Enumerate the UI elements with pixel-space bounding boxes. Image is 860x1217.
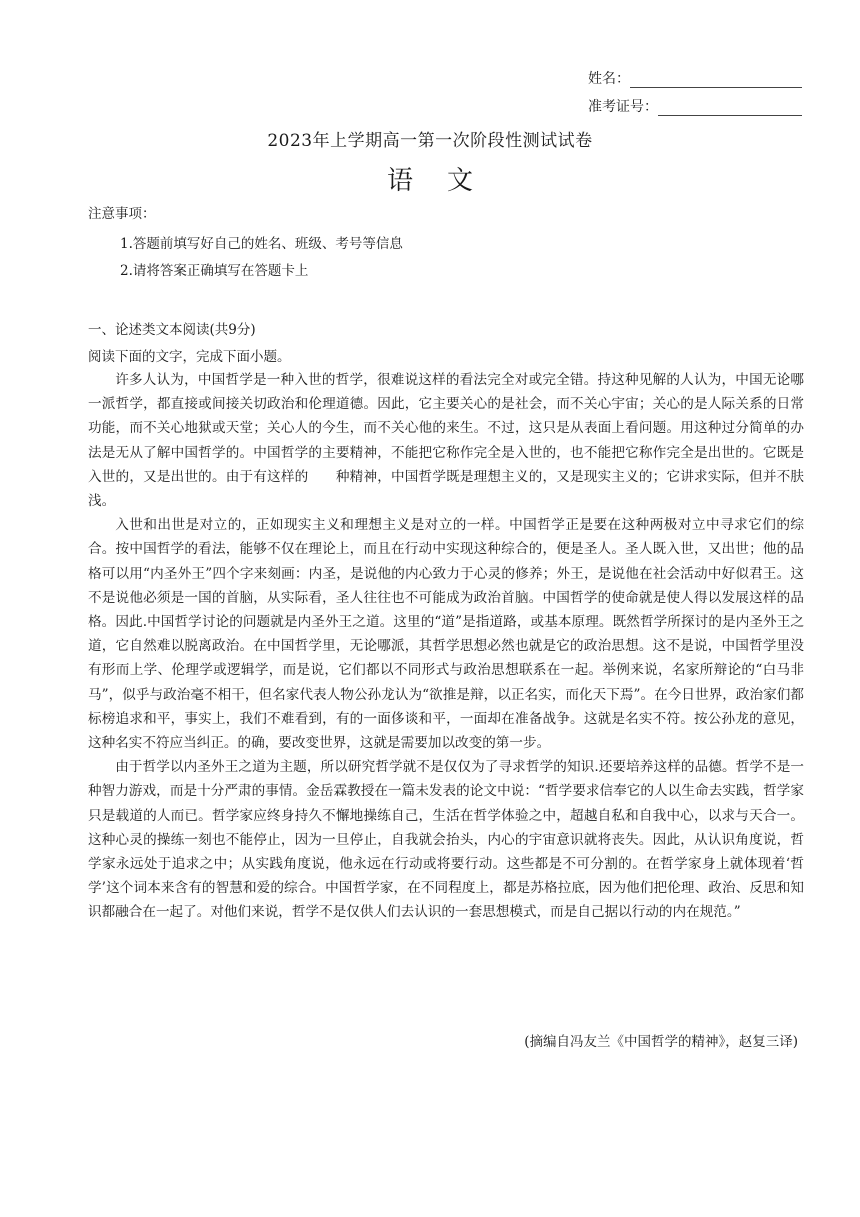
subject-title: 语文 <box>386 166 507 196</box>
article-paragraph: 入世和出世是对立的，正如现实主义和理想主义是对立的一样。中国哲学正是要在这种两极对立中寻求它们的综合。按中国哲学的看法，能够不仅在理论上，而且在行动中实现这种综合的，便是圣人。圣人既入世，又出世；他的品格可以用“内圣外王”四个字来刻画：内圣，是说他的内心致力于心灵的修养；外王，是说他在社会活动中好似君王。这不是说他必须是一国的首脑，从实际看，圣人往往也不可能成为政治首脑。中国哲学的使命就是使人得以发展这样的品格。因此.中国哲学讨论的问题就是内圣外王之道。这里的“道”是指道路，或基本原理。既然哲学所探讨的是内圣外王之道，它自然难以脱离政治。在中国哲学里，无论哪派，其哲学思想必然也就是它的政治思想。这不是说，中国哲学里没有形而上学、伦理学或逻辑学，而是说，它们都以不同形式与政治思想联系在一起。举例来说，名家所辩论的“白马非马”，似乎与政治毫不相干，但名家代表人物公孙龙认为“欲推是辩，以正名实，而化天下焉”。在今日世界，政治家们都标榜追求和平，事实上，我们不难看到，有的一面侈谈和平，一面却在准备战争。这就是名实不符。按公孙龙的意见，这种名实不符应当纠正。的确，要改变世界，这就是需要加以改变的第一步。 <box>88 517 804 752</box>
name-field-row <box>588 68 802 88</box>
name-label: 姓名： <box>588 71 630 87</box>
exam-id-field-row <box>588 96 802 116</box>
section-instruction: 阅读下面的文字，完成下面小题。 <box>88 349 291 365</box>
notice-heading: 注意事项： <box>88 206 156 222</box>
name-blank-line <box>630 73 802 88</box>
exam-id-label: 准考证号： <box>588 99 658 115</box>
exam-title: 2023年上学期高一第一次阶段性测试试卷 <box>267 131 593 151</box>
article-source: (摘编自冯友兰《中国哲学的精神》，赵复三译) <box>524 1034 798 1050</box>
article-body <box>88 368 804 925</box>
article-paragraph: 许多人认为，中国哲学是一种入世的哲学，很难说这样的看法完全对或完全错。持这种见解的人认为，中国无论哪一派哲学，都直接或间接关切政治和伦理道德。因此，它主要关心的是社会，而不关心宇宙；关心的是人际关系的日常功能，而不关心地狱或天堂；关心人的今生，而不关心他的来生。不过，这只是从表面上看问题。用这种过分简单的办法是无从了解中国哲学的。中国哲学的主要精神，不能把它称作完全是入世的，也不能把它称作完全是出世的。它既是入世的，又是出世的。由于有这样的 种精神，中国哲学既是理想主义的，又是现实主义的；它讲求实际，但并不肤浅。 <box>88 372 804 510</box>
exam-id-blank-line <box>658 101 802 116</box>
article-paragraph: 由于哲学以内圣外王之道为主题，所以研究哲学就不是仅仅为了寻求哲学的知识.还要培养这样的品德。哲学不是一种智力游戏，而是十分严肃的事情。金岳霖教授在一篇未发表的论文中说：“哲学要求信奉它的人以生命去实践，哲学家只是载道的人而已。哲学家应终身持久不懈地操练自己，生活在哲学体验之中，超越自私和自我中心，以求与天合一。这种心灵的操练一刻也不能停止，因为一旦停止，自我就会抬头，内心的宇宙意识就将丧失。因此，从认识角度说，哲学家永远处于追求之中；从实践角度说，他永远在行动或将要行动。这些都是不可分割的。在哲学家身上就体现着‘哲学’这个词本来含有的智慧和爱的综合。中国哲学家，在不同程度上，都是苏格拉底，因为他们把伦理、政治、反思和知识都融合在一起了。对他们来说，哲学不是仅供人们去认识的一套思想模式，而是自己据以行动的内在规范。” <box>88 759 804 921</box>
notice-item: 1.答题前填写好自己的姓名、班级、考号等信息 <box>120 236 403 252</box>
notice-item: 2.请将答案正确填写在答题卡上 <box>120 263 309 279</box>
section-title: 一、论述类文本阅读(共9分) <box>88 322 256 338</box>
